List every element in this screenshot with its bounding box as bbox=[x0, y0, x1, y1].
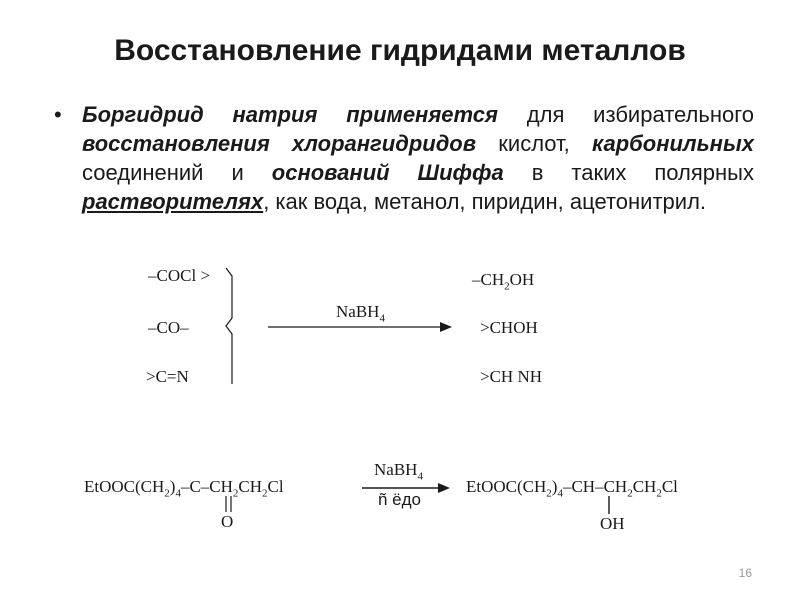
scheme2-arrowhead bbox=[438, 483, 450, 493]
text-for-selective: для избирательного bbox=[498, 102, 754, 127]
slide-title: Восстановление гидридами металлов bbox=[114, 34, 686, 67]
scheme1-brace bbox=[226, 268, 232, 384]
scheme2-reactant-oxygen: O bbox=[221, 512, 234, 531]
emph-reduction-acid-chlorides: восстановления хлорангидридов bbox=[82, 131, 477, 156]
emph-solvents: растворителях bbox=[82, 189, 264, 214]
scheme2-reactant: $EtOOC(CH_2)_4-C-CH_2CH_2Cl$ bbox=[84, 477, 284, 500]
bullet-dot: • bbox=[54, 102, 62, 127]
text-acids: кислот, bbox=[476, 131, 593, 156]
scheme2-product: $EtOOC(CH_2)_4-CH-CH_2CH_2Cl$ bbox=[466, 477, 678, 500]
scheme1-right-amine: >CH NH bbox=[480, 367, 543, 386]
emph-borohydride: Боргидрид натрия применяется bbox=[82, 102, 498, 127]
text-compounds-and: соединений и bbox=[82, 160, 272, 185]
scheme2-product-hydroxyl: OH bbox=[600, 514, 625, 533]
text-in-polar: в таких полярных bbox=[503, 160, 754, 185]
scheme1-left-imine: >C=N bbox=[146, 367, 189, 386]
scheme1-right-alcohol: $-CH_2OH$ bbox=[472, 270, 535, 293]
scheme1-left-acyl-chloride: –COCl > bbox=[148, 266, 211, 285]
text-solvent-list: , как вода, метанол, пиридин, ацетонитрил. bbox=[263, 189, 707, 214]
scheme2-reagent: NaBH$_4$ bbox=[374, 460, 423, 483]
scheme1-reagent: NaBH$_4$ bbox=[336, 302, 385, 325]
page-number: 16 bbox=[738, 566, 752, 580]
emph-carbonyl: карбонильных bbox=[592, 131, 754, 156]
scheme1-arrowhead bbox=[440, 322, 452, 332]
scheme1-right-secondary-alcohol: >CHOH bbox=[480, 318, 538, 337]
emph-schiff-bases: оснований Шиффа bbox=[271, 160, 504, 185]
scheme2-reagent-solvent: ñ ёдо bbox=[378, 490, 422, 509]
scheme1-left-carbonyl: –CO– bbox=[148, 318, 189, 337]
